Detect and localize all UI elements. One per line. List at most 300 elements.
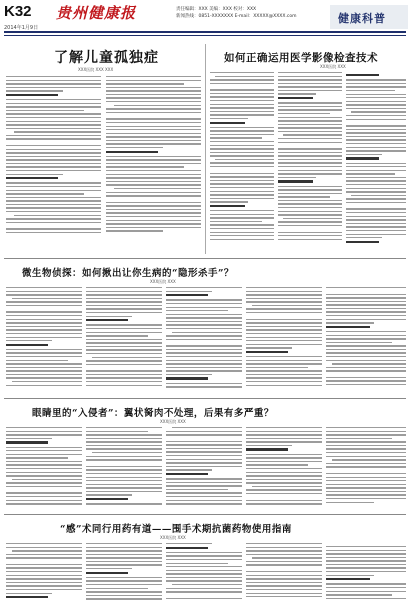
text-line xyxy=(210,118,248,119)
text-line xyxy=(210,72,274,73)
text-line xyxy=(6,197,101,198)
text-line xyxy=(6,352,82,353)
text-line xyxy=(166,469,212,470)
text-line xyxy=(210,96,274,97)
text-line xyxy=(106,83,184,84)
text-line xyxy=(346,90,395,91)
text-line xyxy=(346,234,406,235)
text-line xyxy=(210,201,248,202)
text-line xyxy=(210,221,262,222)
article-headline: 了解儿童孤独症 xyxy=(54,50,159,66)
text-line xyxy=(326,356,406,357)
text-line xyxy=(351,195,406,196)
text-line xyxy=(326,297,406,298)
text-line xyxy=(346,163,406,164)
text-line xyxy=(326,498,406,499)
text-line xyxy=(246,344,322,345)
text-line xyxy=(6,447,82,448)
text-line xyxy=(346,79,406,80)
article-body-column xyxy=(278,72,342,252)
text-line xyxy=(346,212,406,213)
text-line xyxy=(6,589,82,590)
text-line xyxy=(246,363,322,364)
text-line xyxy=(6,349,82,350)
text-line xyxy=(106,76,201,77)
text-line xyxy=(346,86,406,87)
text-line xyxy=(6,166,101,167)
text-line xyxy=(246,547,322,548)
text-line xyxy=(166,294,208,296)
text-line xyxy=(12,550,82,551)
text-line xyxy=(86,484,162,485)
text-line xyxy=(6,87,101,88)
masthead-rule xyxy=(4,31,406,33)
text-line xyxy=(278,138,342,139)
text-line xyxy=(210,107,274,108)
text-line xyxy=(278,200,342,201)
text-line xyxy=(326,431,406,432)
text-line xyxy=(106,170,201,171)
text-line xyxy=(6,593,52,594)
text-line xyxy=(12,381,82,382)
text-line xyxy=(14,131,101,132)
text-line xyxy=(6,582,82,583)
text-line xyxy=(6,326,82,327)
text-line xyxy=(86,494,132,495)
text-line xyxy=(86,547,162,548)
text-line xyxy=(326,456,406,457)
text-line xyxy=(6,186,101,187)
text-line xyxy=(6,113,101,114)
text-line xyxy=(106,126,201,127)
text-line xyxy=(6,159,101,160)
text-line xyxy=(326,352,406,353)
text-line xyxy=(6,431,82,432)
text-line xyxy=(246,294,322,295)
text-line xyxy=(166,356,242,357)
text-line xyxy=(326,448,406,449)
text-line xyxy=(6,503,82,504)
text-line xyxy=(346,237,382,238)
text-line xyxy=(86,312,162,313)
article-headline: 微生物侦探：如何揪出让你生病的“隐形杀手”？ xyxy=(22,268,234,279)
text-line xyxy=(166,580,242,581)
text-line xyxy=(278,186,342,187)
text-line xyxy=(86,431,148,432)
text-line xyxy=(278,93,316,94)
text-line xyxy=(6,441,48,443)
text-line xyxy=(166,441,242,442)
text-line xyxy=(278,239,342,240)
text-line xyxy=(86,353,162,354)
text-line xyxy=(246,585,322,586)
text-line xyxy=(6,90,63,91)
text-line xyxy=(346,74,379,76)
text-line xyxy=(6,291,82,292)
text-line xyxy=(106,174,201,175)
text-line xyxy=(252,557,322,558)
text-line xyxy=(106,87,201,88)
text-line xyxy=(106,122,201,123)
text-line xyxy=(6,596,48,598)
text-line xyxy=(278,142,342,143)
text-line xyxy=(6,311,82,312)
text-line xyxy=(246,564,322,565)
text-line xyxy=(326,583,406,584)
text-line xyxy=(6,340,52,341)
text-line xyxy=(106,151,158,153)
text-line xyxy=(326,319,406,320)
text-line xyxy=(246,308,322,309)
text-line xyxy=(246,312,322,313)
text-line xyxy=(246,340,322,341)
text-line xyxy=(86,346,162,347)
text-line xyxy=(86,448,162,449)
text-line xyxy=(278,170,342,171)
text-line xyxy=(172,584,242,585)
text-line xyxy=(166,466,242,467)
text-line xyxy=(246,493,322,494)
text-line xyxy=(6,124,101,125)
article-body-column xyxy=(6,287,82,395)
text-line xyxy=(166,598,242,599)
text-line xyxy=(210,148,274,149)
text-line xyxy=(326,335,406,336)
text-line xyxy=(278,203,342,204)
text-line xyxy=(246,578,322,579)
text-line xyxy=(166,317,242,318)
text-line xyxy=(166,324,242,325)
text-line xyxy=(6,305,82,306)
text-line xyxy=(166,434,242,435)
text-line xyxy=(210,176,274,177)
text-line xyxy=(346,177,406,178)
text-line xyxy=(106,216,201,217)
text-line xyxy=(6,496,82,497)
text-line xyxy=(346,129,406,130)
text-line xyxy=(6,200,101,201)
text-line xyxy=(332,363,406,364)
text-line xyxy=(6,564,82,565)
text-line xyxy=(106,140,201,141)
text-line xyxy=(86,349,162,350)
text-line xyxy=(210,194,274,195)
text-line xyxy=(326,452,406,453)
text-line xyxy=(278,83,342,84)
text-line xyxy=(6,319,82,320)
text-line xyxy=(326,550,406,551)
text-line xyxy=(326,463,406,464)
text-line xyxy=(6,301,82,302)
text-line xyxy=(246,464,308,465)
text-line xyxy=(6,190,101,191)
text-line xyxy=(246,377,322,378)
text-line xyxy=(6,475,82,476)
text-line xyxy=(166,563,228,564)
text-line xyxy=(106,212,201,213)
text-line xyxy=(326,441,406,442)
text-line xyxy=(166,559,242,560)
text-line xyxy=(210,79,274,80)
text-line xyxy=(106,143,201,144)
text-line xyxy=(246,457,322,458)
text-line xyxy=(326,349,406,350)
text-line xyxy=(246,301,322,302)
text-line xyxy=(346,143,406,144)
text-line xyxy=(246,596,322,597)
text-line xyxy=(210,198,274,199)
text-line xyxy=(246,347,292,348)
text-line xyxy=(326,294,406,295)
text-line xyxy=(106,166,184,167)
text-line xyxy=(246,445,292,446)
text-line xyxy=(86,308,162,309)
text-line xyxy=(246,374,322,375)
text-line xyxy=(6,438,52,439)
text-line xyxy=(6,138,101,139)
text-line xyxy=(86,568,132,569)
text-line xyxy=(246,351,288,353)
article-headline: “感”术同行用药有道——围手术期抗菌药物使用指南 xyxy=(60,524,292,535)
text-line xyxy=(326,427,406,428)
text-line xyxy=(326,384,406,385)
text-line xyxy=(166,310,228,311)
text-line xyxy=(246,468,322,469)
text-line xyxy=(6,117,101,118)
text-line xyxy=(246,500,322,501)
text-line xyxy=(210,100,274,101)
text-line xyxy=(86,473,162,474)
text-line xyxy=(326,315,406,316)
text-line xyxy=(86,595,162,596)
text-line xyxy=(6,370,82,371)
article-headline: 眼睛里的“入侵者”：翼状胬肉不处理，后果有多严重？ xyxy=(32,408,274,419)
text-line xyxy=(6,94,58,96)
text-line xyxy=(346,83,406,84)
text-line xyxy=(6,232,101,233)
text-line xyxy=(346,119,406,120)
text-line xyxy=(6,110,84,111)
text-line xyxy=(246,454,322,455)
text-line xyxy=(106,94,201,95)
text-line xyxy=(210,162,274,163)
text-line xyxy=(166,370,242,371)
text-line xyxy=(278,79,342,80)
text-line xyxy=(246,482,322,483)
text-line xyxy=(278,211,342,212)
text-line xyxy=(346,241,379,243)
text-line xyxy=(346,170,406,171)
text-line xyxy=(246,554,322,555)
text-line xyxy=(86,577,162,578)
text-line xyxy=(246,370,322,371)
text-line xyxy=(326,502,374,503)
text-line xyxy=(246,441,322,442)
text-line xyxy=(210,180,274,181)
article-body-column xyxy=(210,72,274,252)
text-line xyxy=(210,111,274,112)
text-line xyxy=(86,441,162,442)
text-line xyxy=(6,211,101,212)
text-line xyxy=(326,546,406,547)
text-line xyxy=(326,322,374,323)
text-line xyxy=(210,217,274,218)
text-line xyxy=(278,159,342,160)
text-line xyxy=(86,381,162,382)
text-line xyxy=(326,466,406,467)
text-line xyxy=(6,450,82,451)
text-line xyxy=(6,360,68,361)
text-line xyxy=(86,480,162,481)
text-line xyxy=(106,223,201,224)
text-line xyxy=(6,174,63,175)
text-line xyxy=(210,235,274,236)
text-line xyxy=(106,163,201,164)
text-line xyxy=(326,494,406,495)
text-line xyxy=(326,360,406,361)
text-line xyxy=(246,287,322,288)
text-line xyxy=(166,448,242,449)
text-line xyxy=(6,457,68,458)
text-line xyxy=(6,294,82,295)
text-line xyxy=(6,377,82,378)
text-line xyxy=(166,555,242,556)
text-line xyxy=(86,319,128,321)
text-line xyxy=(172,427,242,428)
column-divider xyxy=(205,44,206,254)
text-line xyxy=(86,301,162,302)
text-line xyxy=(6,472,82,473)
text-line xyxy=(246,475,322,476)
text-line xyxy=(210,187,274,188)
text-line xyxy=(6,492,82,493)
article-body-column xyxy=(86,287,162,395)
text-line xyxy=(6,135,101,136)
text-line xyxy=(326,480,406,481)
text-line xyxy=(106,205,201,206)
text-line xyxy=(6,287,82,288)
text-line xyxy=(92,452,162,453)
text-line xyxy=(106,80,201,81)
text-line xyxy=(326,578,370,580)
text-line xyxy=(86,298,162,299)
text-line xyxy=(166,473,208,475)
text-line xyxy=(246,543,322,544)
text-line xyxy=(166,363,242,364)
text-line xyxy=(346,108,406,109)
text-line xyxy=(86,316,132,317)
text-line xyxy=(6,106,101,107)
text-line xyxy=(6,356,82,357)
text-line xyxy=(166,489,228,490)
text-line xyxy=(166,321,242,322)
text-line xyxy=(278,214,342,215)
text-line xyxy=(346,173,395,174)
text-line xyxy=(166,314,242,315)
article-body-column xyxy=(106,76,201,246)
text-line xyxy=(6,163,101,164)
text-line xyxy=(6,182,101,183)
text-line xyxy=(326,370,406,371)
article-body-column xyxy=(86,543,162,601)
article-byline: XXX医院 XXX xyxy=(160,535,186,540)
text-line xyxy=(246,385,322,386)
text-line xyxy=(86,370,162,371)
text-line xyxy=(6,578,82,579)
text-line xyxy=(106,90,201,91)
section-rule xyxy=(4,514,406,515)
text-line xyxy=(278,235,342,236)
text-line xyxy=(326,491,406,492)
text-line xyxy=(6,177,58,179)
text-line xyxy=(326,326,370,328)
text-line xyxy=(346,94,406,95)
article-body-column xyxy=(326,287,406,395)
text-line xyxy=(210,210,274,211)
text-line xyxy=(346,97,406,98)
text-line xyxy=(166,552,242,553)
article-body-column xyxy=(246,543,322,601)
text-line xyxy=(326,594,392,595)
text-line xyxy=(210,122,245,124)
text-line xyxy=(210,228,274,229)
article-body-column xyxy=(6,76,101,246)
text-line xyxy=(166,383,242,384)
article-body-column xyxy=(246,427,322,510)
text-line xyxy=(246,333,322,334)
text-line xyxy=(278,232,342,233)
text-line xyxy=(106,195,201,196)
text-line xyxy=(106,192,201,193)
text-line xyxy=(166,386,242,387)
text-line xyxy=(106,101,201,102)
text-line xyxy=(86,572,128,574)
text-line xyxy=(166,307,242,308)
text-line xyxy=(326,331,406,332)
text-line xyxy=(326,564,406,565)
text-line xyxy=(278,90,342,91)
text-line xyxy=(252,305,322,306)
text-line xyxy=(246,448,288,450)
text-line xyxy=(166,451,242,452)
text-line xyxy=(106,156,201,157)
text-line xyxy=(346,216,406,217)
text-line xyxy=(86,491,162,492)
text-line xyxy=(278,177,316,178)
text-line xyxy=(326,338,406,339)
masthead-info xyxy=(176,6,326,26)
article-byline: XXX医院 XXX XXX xyxy=(78,67,114,72)
text-line xyxy=(86,477,162,478)
text-line xyxy=(86,456,162,457)
text-line xyxy=(166,462,242,463)
text-line xyxy=(86,498,128,500)
issue-date: 2014年1月9日 xyxy=(4,25,39,31)
article-body-column xyxy=(326,543,406,601)
text-line xyxy=(6,218,101,219)
text-line xyxy=(346,139,406,140)
text-line xyxy=(166,335,242,336)
text-line xyxy=(86,294,162,295)
text-line xyxy=(246,337,322,338)
text-line xyxy=(106,184,201,185)
text-line xyxy=(86,598,162,599)
text-line xyxy=(246,367,308,368)
text-line xyxy=(6,367,82,368)
text-line xyxy=(106,136,201,137)
section-title: 健康科普 xyxy=(338,12,386,25)
text-line xyxy=(210,114,274,115)
